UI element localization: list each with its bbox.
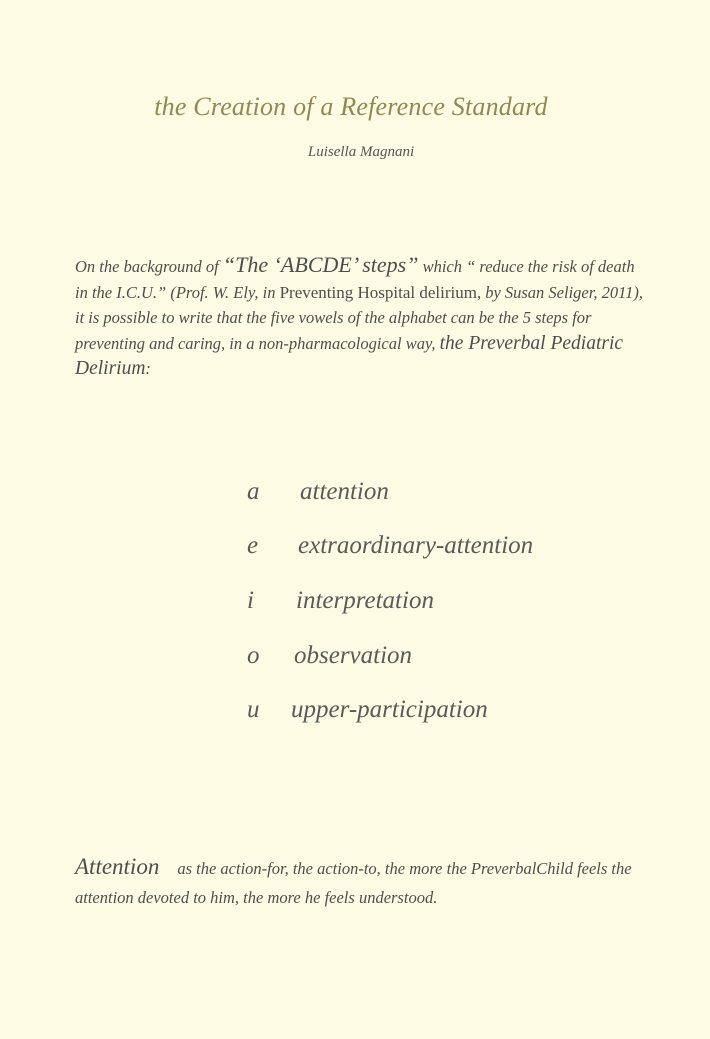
intro-text-3: , by Susan Seliger, 2011), it is possible to write that the five vowels of the alphabet can be the 5 steps for preventing and caring, in a non-pharmacological way, (75, 282, 643, 353)
vowel-letter: u (247, 696, 260, 723)
vowel-letter: i (247, 587, 254, 614)
intro-paragraph (75, 252, 650, 382)
subject-phrase: the Preverbal Pediatric Delirium (75, 332, 624, 379)
vowel-word: interpretation (296, 587, 434, 614)
attention-note-text: as the action-for, the action-to, the more the PreverbalChild feels the attention devoted to him, the more he feels understood. (75, 859, 632, 907)
vowel-letter: o (247, 642, 260, 669)
vowel-word: attention (300, 478, 389, 505)
document-title: the Creation of a Reference Standard (154, 92, 548, 121)
intro-text-1: On the background of (75, 257, 223, 276)
attention-lead-word: Attention (75, 854, 160, 879)
attention-note (75, 852, 655, 912)
abcde-quote: “The ‘ABCDE’ steps” (222, 252, 419, 277)
intro-text-2: which “ reduce the risk of death in the I.C.U.” (Prof. W. Ely, in (75, 257, 635, 302)
author-name: Luisella Magnani (307, 144, 415, 160)
vowel-word: observation (294, 642, 413, 669)
vowel-letter: a (247, 478, 260, 505)
book-title: Preventing Hospital delirium (279, 282, 477, 302)
vowel-letter: e (247, 532, 259, 559)
intro-text-4: : (145, 359, 151, 378)
vowel-word: upper-participation (291, 696, 488, 723)
vowel-word: extraordinary-attention (298, 532, 534, 559)
